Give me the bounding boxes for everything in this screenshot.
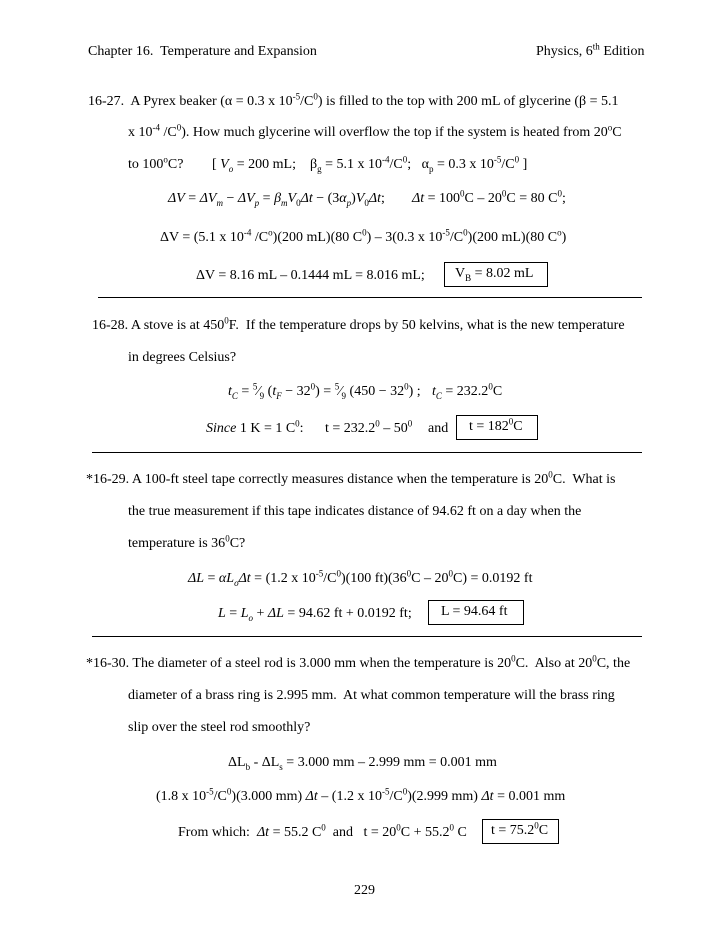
equation-expansion-both: (1.8 x $10^{-5}/C^0)(3.000$ mm) Δt – (1.2 x $10^{-5}/C^0)(2.999$ mm) Δt = 0.001 mm xyxy=(156,786,566,804)
problem-number: *16-30. xyxy=(86,656,130,671)
equation-conversion: $t_C$ = $^5⁄_9$ $(t_F - 32^0)$ = $^5⁄_9$ $(450 - 32^0)$ ; xyxy=(228,381,421,401)
equation-substitution: ΔV = (5.1 x $10^{-4}$ $/C^o)(200$ mL)(80 $C^0) - 3(0.3$ x $10^{-5}/C^0)(200$ mL)(80 $C^o$) xyxy=(160,227,567,245)
problem-number: 16-27. xyxy=(88,94,125,109)
equation-difference: $\Delta L_b - \Delta L_s = 3.000$ mm – 2.999 mm = 0.001 mm xyxy=(228,755,497,772)
problem-16-27-text: 16-27. A Pyrex beaker (α = 0.3 x $10^{-5}/C^0$) is filled to the top with 200 mL of glycerine (β = 5.1 xyxy=(88,91,619,109)
divider xyxy=(92,452,642,453)
problem-number: *16-29. xyxy=(86,472,130,487)
problem-line: the true measurement if this tape indicates distance of 94.62 ft on a day when the xyxy=(128,504,582,519)
answer-box: $t = 182^0C$ xyxy=(456,415,538,440)
page-header-left: Chapter 16. Temperature and Expansion xyxy=(88,44,317,59)
problem-16-29-text: *16-29. A 100-ft steel tape correctly measures distance when the temperature is $20^0C$. What is xyxy=(86,469,616,487)
divider xyxy=(92,636,642,637)
equation-since: Since 1 K = 1 $C^0$: xyxy=(206,418,304,436)
answer-box: $V_B = 8.02$ mL xyxy=(444,262,548,287)
given-values: [ $V_o = 200$ mL; $\beta_g = 5.1$ x $10^{-4}/C^0$; $\alpha_p = 0.3$ x $10^{-5}/C^0$ ] xyxy=(212,154,528,174)
equation-linear-expansion: $\Delta L = \alpha L_o\Delta t = (1.2$ x $10^{-5}/C^0)(100$ $ft)(36^0C - 20^0C) = 0.0192$ ft xyxy=(188,568,533,588)
problem-line: slip over the steel rod smoothly? xyxy=(128,720,311,735)
page-number: 229 xyxy=(354,883,375,898)
problem-number: 16-28. xyxy=(92,318,129,333)
answer-box: $t = 75.2^0C$ xyxy=(482,819,559,844)
equation-celsius: $t_C = 232.2^0C$ xyxy=(432,381,503,401)
problem-line: to 100$^o$C? xyxy=(128,154,184,172)
divider xyxy=(98,297,642,298)
answer-box: L = 94.64 ft xyxy=(428,600,524,625)
equation-volume-change: $\Delta V = \Delta V_m - \Delta V_p = \beta_mV_0\Delta t - (3\alpha_p)V_0\Delta t$; xyxy=(168,191,385,208)
equation-subtract: $t = 232.2^0 - 50^0$ xyxy=(325,418,413,436)
equation-result: ΔV = 8.16 mL – 0.1444 mL = 8.016 mL; xyxy=(196,268,425,283)
equation-temp-change: $\Delta t = 100^0C - 20^0C = 80$ $C^0$; xyxy=(412,188,566,206)
problem-line: temperature is $36^0C$? xyxy=(128,533,246,551)
equation-length: $L = L_o + \Delta L = 94.62$ ft + 0.0192 ft; xyxy=(218,606,412,623)
problem-16-28-text: 16-28. A stove is at $450^0F$. If the temperature drops by 50 kelvins, what is the new temperature xyxy=(92,315,625,333)
problem-line: x $10^{-4}$ $/C^0$). How much glycerine will overflow the top if the system is heated from 20$^o$C xyxy=(128,122,622,140)
equation-from-which: From which: Δt = 55.2 $C^0$ and $t = 20^0C + 55.2^0$ C xyxy=(178,822,467,840)
problem-line: in degrees Celsius? xyxy=(128,350,237,365)
problem-16-30-text: *16-30. The diameter of a steel rod is 3.000 mm when the temperature is $20^0C$. Also at $20^0C$, the xyxy=(86,653,631,671)
page-header-right: Physics, 6th Edition xyxy=(536,41,645,59)
conjunction-and: and xyxy=(428,421,449,436)
problem-line: diameter of a brass ring is 2.995 mm. At what common temperature will the brass ring xyxy=(128,688,615,703)
